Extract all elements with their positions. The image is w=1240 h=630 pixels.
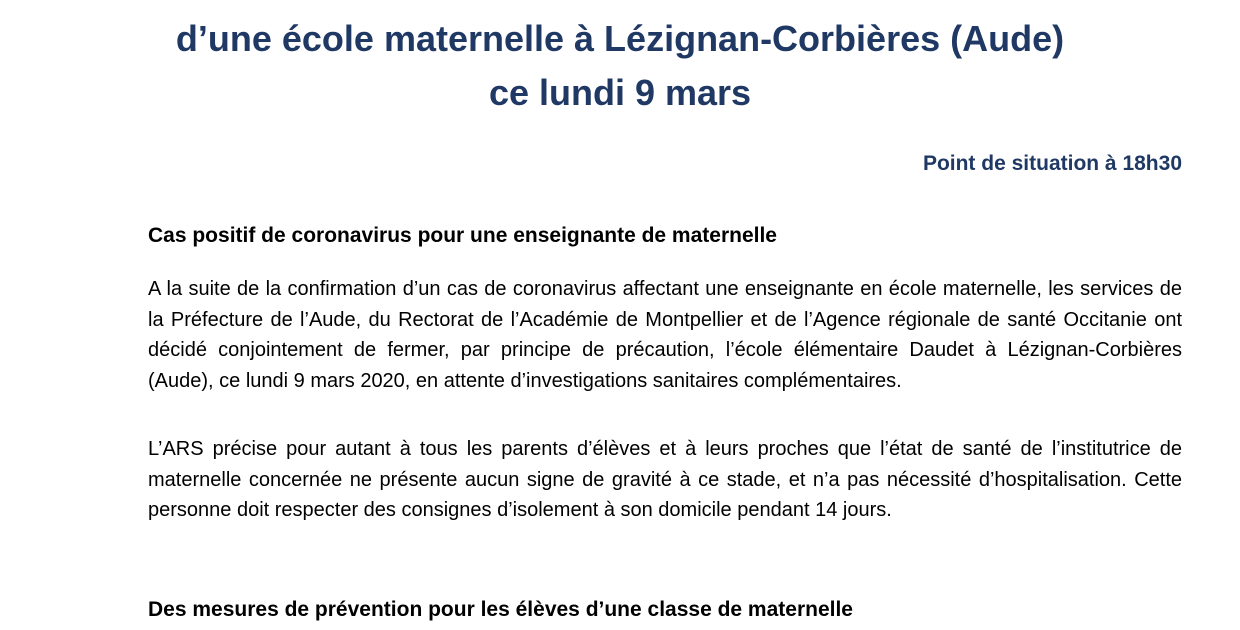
- section-heading-positive-case: Cas positif de coronavirus pour une enseignante de maternelle: [148, 224, 777, 247]
- document-title-line-1: d’une école maternelle à Lézignan-Corbières (Aude): [175, 18, 1065, 59]
- document-title-line-2: ce lundi 9 mars: [488, 72, 752, 113]
- paragraph-school-closure: A la suite de la confirmation d’un cas de coronavirus affectant une enseignante en école maternelle, les services de la Préfecture de l’Aude, du Rectorat de l’Académie de Montpellier et de l’Agence régionale de santé Occitanie ont décidé conjointement de fermer, par principe de précaution, l’école élémentaire Daudet à Lézignan-Corbières (Aude), ce lundi 9 mars 2020, en attente d’investigations sanitaires complémentaires.: [148, 278, 1182, 392]
- situation-timestamp: Point de situation à 18h30: [922, 152, 1182, 175]
- paragraph-health-status: L’ARS précise pour autant à tous les parents d’élèves et à leurs proches que l’état de santé de l’institutrice de maternelle concernée ne présente aucun signe de gravité à ce stade, et n’a pas nécessité d’hospitalisation. Cette personne doit respecter des consignes d’isolement à son domicile pendant 14 jours.: [148, 438, 1182, 521]
- section-heading-prevention-measures: Des mesures de prévention pour les élèves d’une classe de maternelle: [148, 598, 853, 621]
